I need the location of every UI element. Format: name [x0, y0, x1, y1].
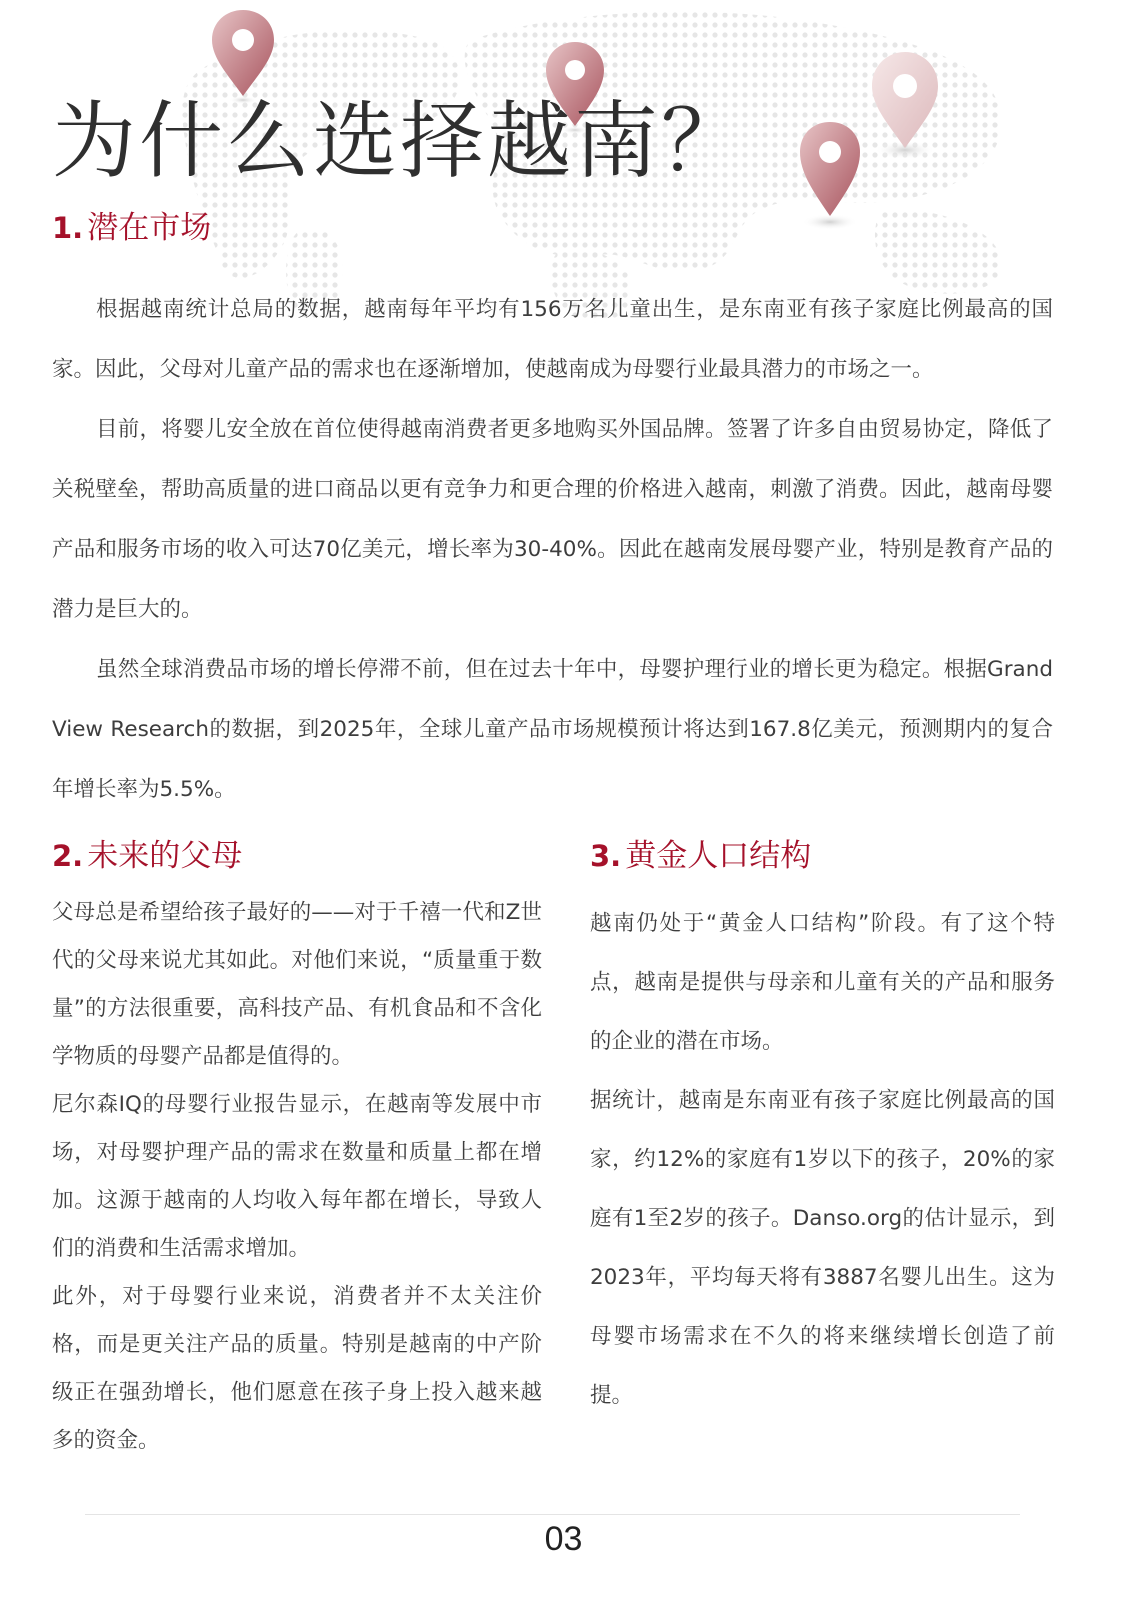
section-1-paragraph: 目前，将婴儿安全放在首位使得越南消费者更多地购买外国品牌。签署了许多自由贸易协定，降低了关税壁垒，帮助高质量的进口商品以更有竞争力和更合理的价格进入越南，刺激了消费。因此，越南母婴产品和服务市场的收入可达70亿美元，增长率为30-40%。因此在越南发展母婴产业，特别是教育产品的潜力是巨大的。 [52, 417, 1053, 622]
section-2-title: 未来的父母 [87, 838, 243, 874]
section-1-number: 1. [52, 211, 84, 245]
section-3-paragraph: 据统计，越南是东南亚有孩子家庭比例最高的国家，约12%的家庭有1岁以下的孩子，20%的家庭有1至2岁的孩子。Danso.org的估计显示，到2023年，平均每天将有3887名婴儿出生。这为母婴市场需求在不久的将来继续增长创造了前提。 [590, 1088, 1055, 1408]
section-1-paragraph: 虽然全球消费品市场的增长停滞不前，但在过去十年中，母婴护理行业的增长更为稳定。根据Grand View Research的数据，到2025年，全球儿童产品市场规模预计将达到167.8亿美元，预测期内的复合年增长率为5.5%。 [52, 657, 1053, 802]
section-3-heading [590, 836, 811, 876]
section-1-body [52, 280, 1053, 820]
section-1-title: 潜在市场 [87, 210, 212, 246]
page-number: 03 [544, 1520, 583, 1558]
section-3-body [590, 894, 1055, 1425]
section-1-heading [52, 208, 211, 248]
section-2-paragraph: 父母总是希望给孩子最好的——对于千禧一代和Z世代的父母来说尤其如此。对他们来说，“质量重于数量”的方法很重要，高科技产品、有机食品和不含化学物质的母婴产品都是值得的。 [52, 900, 542, 1069]
section-2-paragraph: 尼尔森IQ的母婴行业报告显示，在越南等发展中市场，对母婴护理产品的需求在数量和质量上都在增加。这源于越南的人均收入每年都在增长，导致人们的消费和生活需求增加。 [52, 1092, 542, 1261]
section-2-body [52, 889, 542, 1465]
section-2-number: 2. [52, 839, 84, 873]
page-title: 为什么选择越南？ [52, 92, 749, 190]
section-2-heading [52, 836, 242, 876]
footer-divider [85, 1514, 1020, 1515]
section-1-paragraph: 根据越南统计总局的数据，越南每年平均有156万名儿童出生，是东南亚有孩子家庭比例最高的国家。因此，父母对儿童产品的需求也在逐渐增加，使越南成为母婴行业最具潜力的市场之一。 [52, 297, 1053, 382]
section-3-number: 3. [590, 839, 622, 873]
section-2-paragraph: 此外，对于母婴行业来说，消费者并不太关注价格，而是更关注产品的质量。特别是越南的中产阶级正在强劲增长，他们愿意在孩子身上投入越来越多的资金。 [52, 1284, 542, 1453]
location-pin-icon [800, 122, 860, 230]
section-3-paragraph: 越南仍处于“黄金人口结构”阶段。有了这个特点，越南是提供与母亲和儿童有关的产品和服务的企业的潜在市场。 [590, 911, 1055, 1054]
section-3-title: 黄金人口结构 [625, 838, 812, 874]
